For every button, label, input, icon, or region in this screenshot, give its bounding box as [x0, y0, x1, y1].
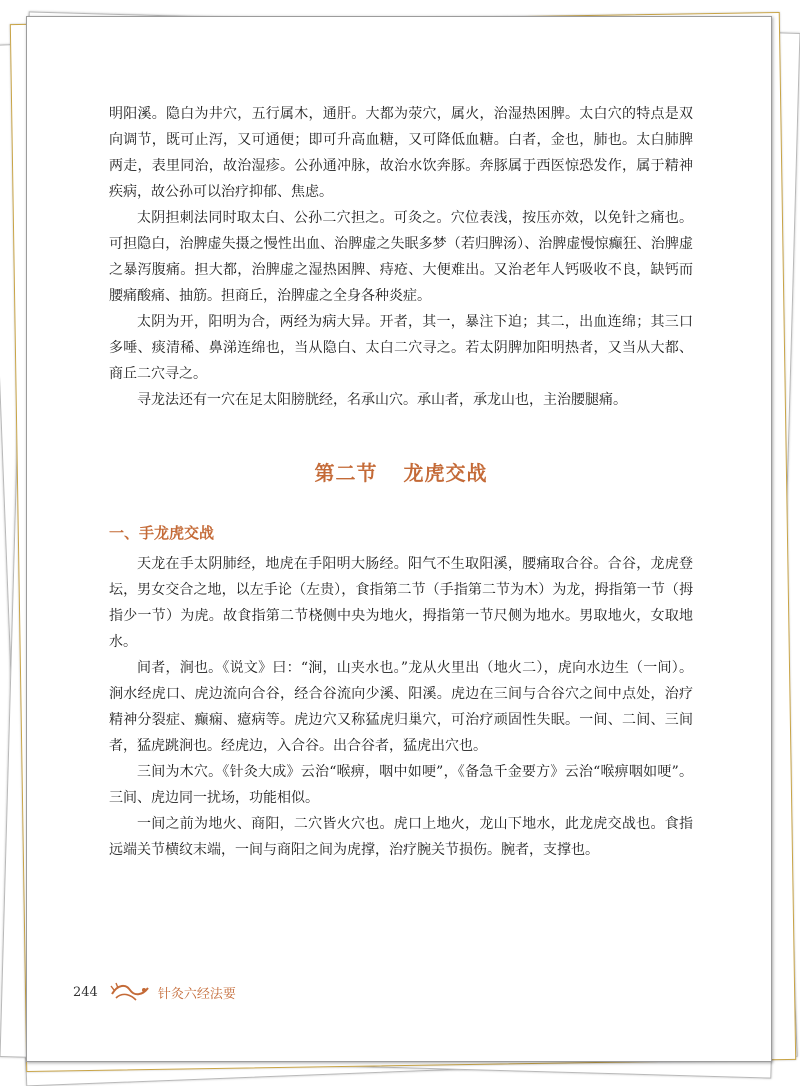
paragraph: 间者，涧也。《说文》曰：“涧，山夹水也。”龙从火里出（地火二），虎向水边生（一间）。涧水经虎口、虎边流向合谷，经合谷流向少溪、阳溪。虎边在三间与合谷穴之间中点处，治疗精神分裂症、癫痫、癔病等。虎边穴又称猛虎归巢穴，可治疗顽固性失眠。一间、二间、三间者，猛虎跳涧也。经虎边，入合谷。出合谷者，猛虎出穴也。: [109, 660, 693, 754]
book-page: [26, 16, 772, 1062]
paragraph: 三间为木穴。《针灸大成》云治“喉痹，咽中如哽”，《备急千金要方》云治“喉痹咽如哽”。三间、虎边同一扰场，功能相似。: [109, 764, 693, 806]
paragraph: 太阴担刺法同时取太白、公孙二穴担之。可灸之。穴位表浅，按压亦效，以免针之痛也。可担隐白，治脾虚失摄之慢性出血、治脾虚之失眠多梦（若归脾汤）、治脾虚慢惊癫狂、治脾虚之暴泻腹痛。担大都，治脾虚之湿热困脾、痔疮、大便难出。又治老年人钙吸收不良，缺钙而腰痛酸痛、抽筋。担商丘，治脾虚之全身各种炎症。: [109, 210, 693, 304]
page-content: [109, 101, 693, 863]
paragraph: 天龙在手太阴肺经，地虎在手阳明大肠经。阳气不生取阳溪，腰痛取合谷。合谷，龙虎登坛，男女交合之地，以左手论（左贵），食指第二节（手指第二节为木）为龙，拇指第一节（拇指少一节）为虎。故食指第二节桡侧中央为地火，拇指第一节尺侧为地水。男取地火，女取地水。: [109, 556, 693, 650]
dragon-logo-icon: [110, 980, 150, 1004]
page-number: 244: [73, 984, 98, 1000]
section-title: [109, 457, 693, 486]
subsection-title: 一、手龙虎交战: [109, 524, 215, 542]
book-title: 针灸六经法要: [157, 986, 236, 1002]
paragraph: 太阴为开，阳明为合，两经为病大异。开者，其一，暴注下迫；其二，出血连绵；其三口多唾、痰清稀、鼻涕连绵也，当从隐白、太白二穴寻之。若太阴脾加阳明热者，又当从大都、商丘二穴寻之。: [109, 314, 693, 382]
page-footer: [73, 979, 236, 1005]
paragraph: 明阳溪。隐白为井穴，五行属木，通肝。大都为荥穴，属火，治湿热困脾。太白穴的特点是双向调节，既可止泻，又可通便；即可升高血糖，又可降低血糖。白者，金也，肺也。太白肺脾两走，表里同治，故治湿疹。公孙通冲脉，故治水饮奔豚。奔豚属于西医惊恐发作，属于精神疾病，故公孙可以治疗抑郁、焦虑。: [109, 106, 693, 200]
paragraph: 一间之前为地火、商阳，二穴皆火穴也。虎口上地火，龙山下地水，此龙虎交战也。食指远端关节横纹末端，一间与商阳之间为虎撑，治疗腕关节损伤。腕者，支撑也。: [109, 816, 693, 858]
section-number: 第二节: [314, 461, 378, 485]
section-name: 龙虎交战: [403, 461, 488, 485]
paragraph: 寻龙法还有一穴在足太阳膀胱经，名承山穴。承山者，承龙山也，主治腰腿痛。: [137, 392, 627, 408]
